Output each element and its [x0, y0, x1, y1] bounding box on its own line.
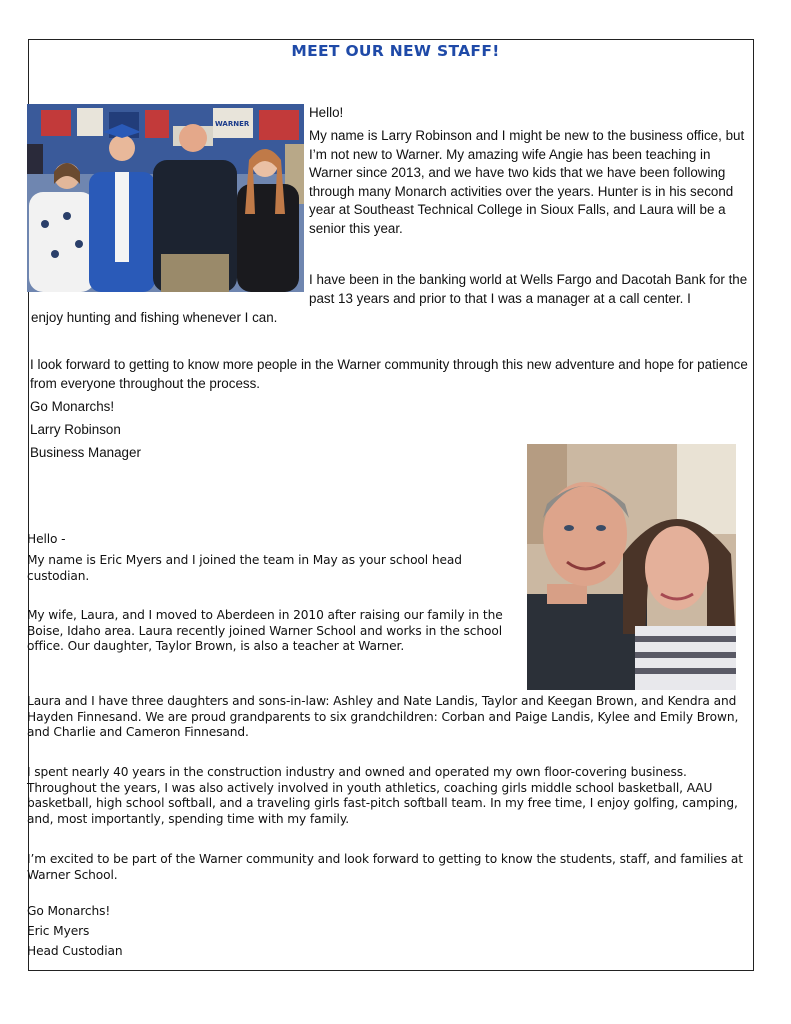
- eric-family-paragraph: My wife, Laura, and I moved to Aberdeen in 2010 after raising our family in the Boise, Idaho area. Laura recently joined Warner School and works in the school office. Our daughter, Taylor Brown, is also a teacher at Warner.: [27, 608, 503, 654]
- banner-text: WARNER: [215, 120, 250, 128]
- eric-career-paragraph: I spent nearly 40 years in the construction industry and owned and operated my own floor-covering business. Throughout the years, I was also actively involved in youth athletics, coaching girls middle school basketball, AAU basketball, high school softball, and a traveling girls fast-pitch softball team. In my free time, I enjoy golfing, camping, and, most importantly, spending time with my family.: [27, 765, 738, 826]
- eric-greeting: Hello -: [27, 532, 66, 546]
- larry-career-paragraph-cont: enjoy hunting and fishing whenever I can.: [31, 310, 278, 325]
- myers-couple-photo: [527, 444, 736, 690]
- eric-intro-paragraph: My name is Eric Myers and I joined the team in May as your school head custodian.: [27, 553, 462, 583]
- larry-intro-paragraph: My name is Larry Robinson and I might be new to the business office, but I’m not new to Warner. My amazing wife Angie has been teaching in Warner since 2013, and we have two kids that we have been following through many Monarch activities over the years. Hunter is in his second year at Southeast Technical College in Sioux Falls, and Laura will be a senior this year.: [309, 128, 745, 236]
- larry-career-paragraph: I have been in the banking world at Wells Fargo and Dacotah Bank for the past 13 years and prior to that I was a manager at a call center. I: [309, 272, 748, 306]
- larry-signoff: Go Monarchs!: [30, 399, 115, 414]
- eric-name: Eric Myers: [27, 924, 90, 938]
- eric-grandchildren-paragraph: Laura and I have three daughters and sons-in-law: Ashley and Nate Landis, Taylor and Keegan Brown, and Kendra and Hayden Finnesand. We are proud grandparents to six grandchildren: Corban and Paige Landis, Kylee and Emily Brown, and Charlie and Cameron Finnesand.: [27, 694, 739, 740]
- larry-title: Business Manager: [30, 445, 141, 460]
- robinson-family-photo: [27, 104, 304, 292]
- eric-signoff: Go Monarchs!: [27, 904, 111, 918]
- larry-name: Larry Robinson: [30, 422, 121, 437]
- eric-closing-paragraph: I’m excited to be part of the Warner community and look forward to getting to know the students, staff, and families at Warner School.: [27, 852, 743, 882]
- larry-greeting: Hello!: [309, 105, 344, 120]
- larry-closing-paragraph: I look forward to getting to know more people in the Warner community through this new adventure and hope for patience from everyone throughout the process.: [30, 357, 748, 391]
- page-title: MEET OUR NEW STAFF!: [291, 42, 500, 60]
- eric-title: Head Custodian: [27, 944, 123, 958]
